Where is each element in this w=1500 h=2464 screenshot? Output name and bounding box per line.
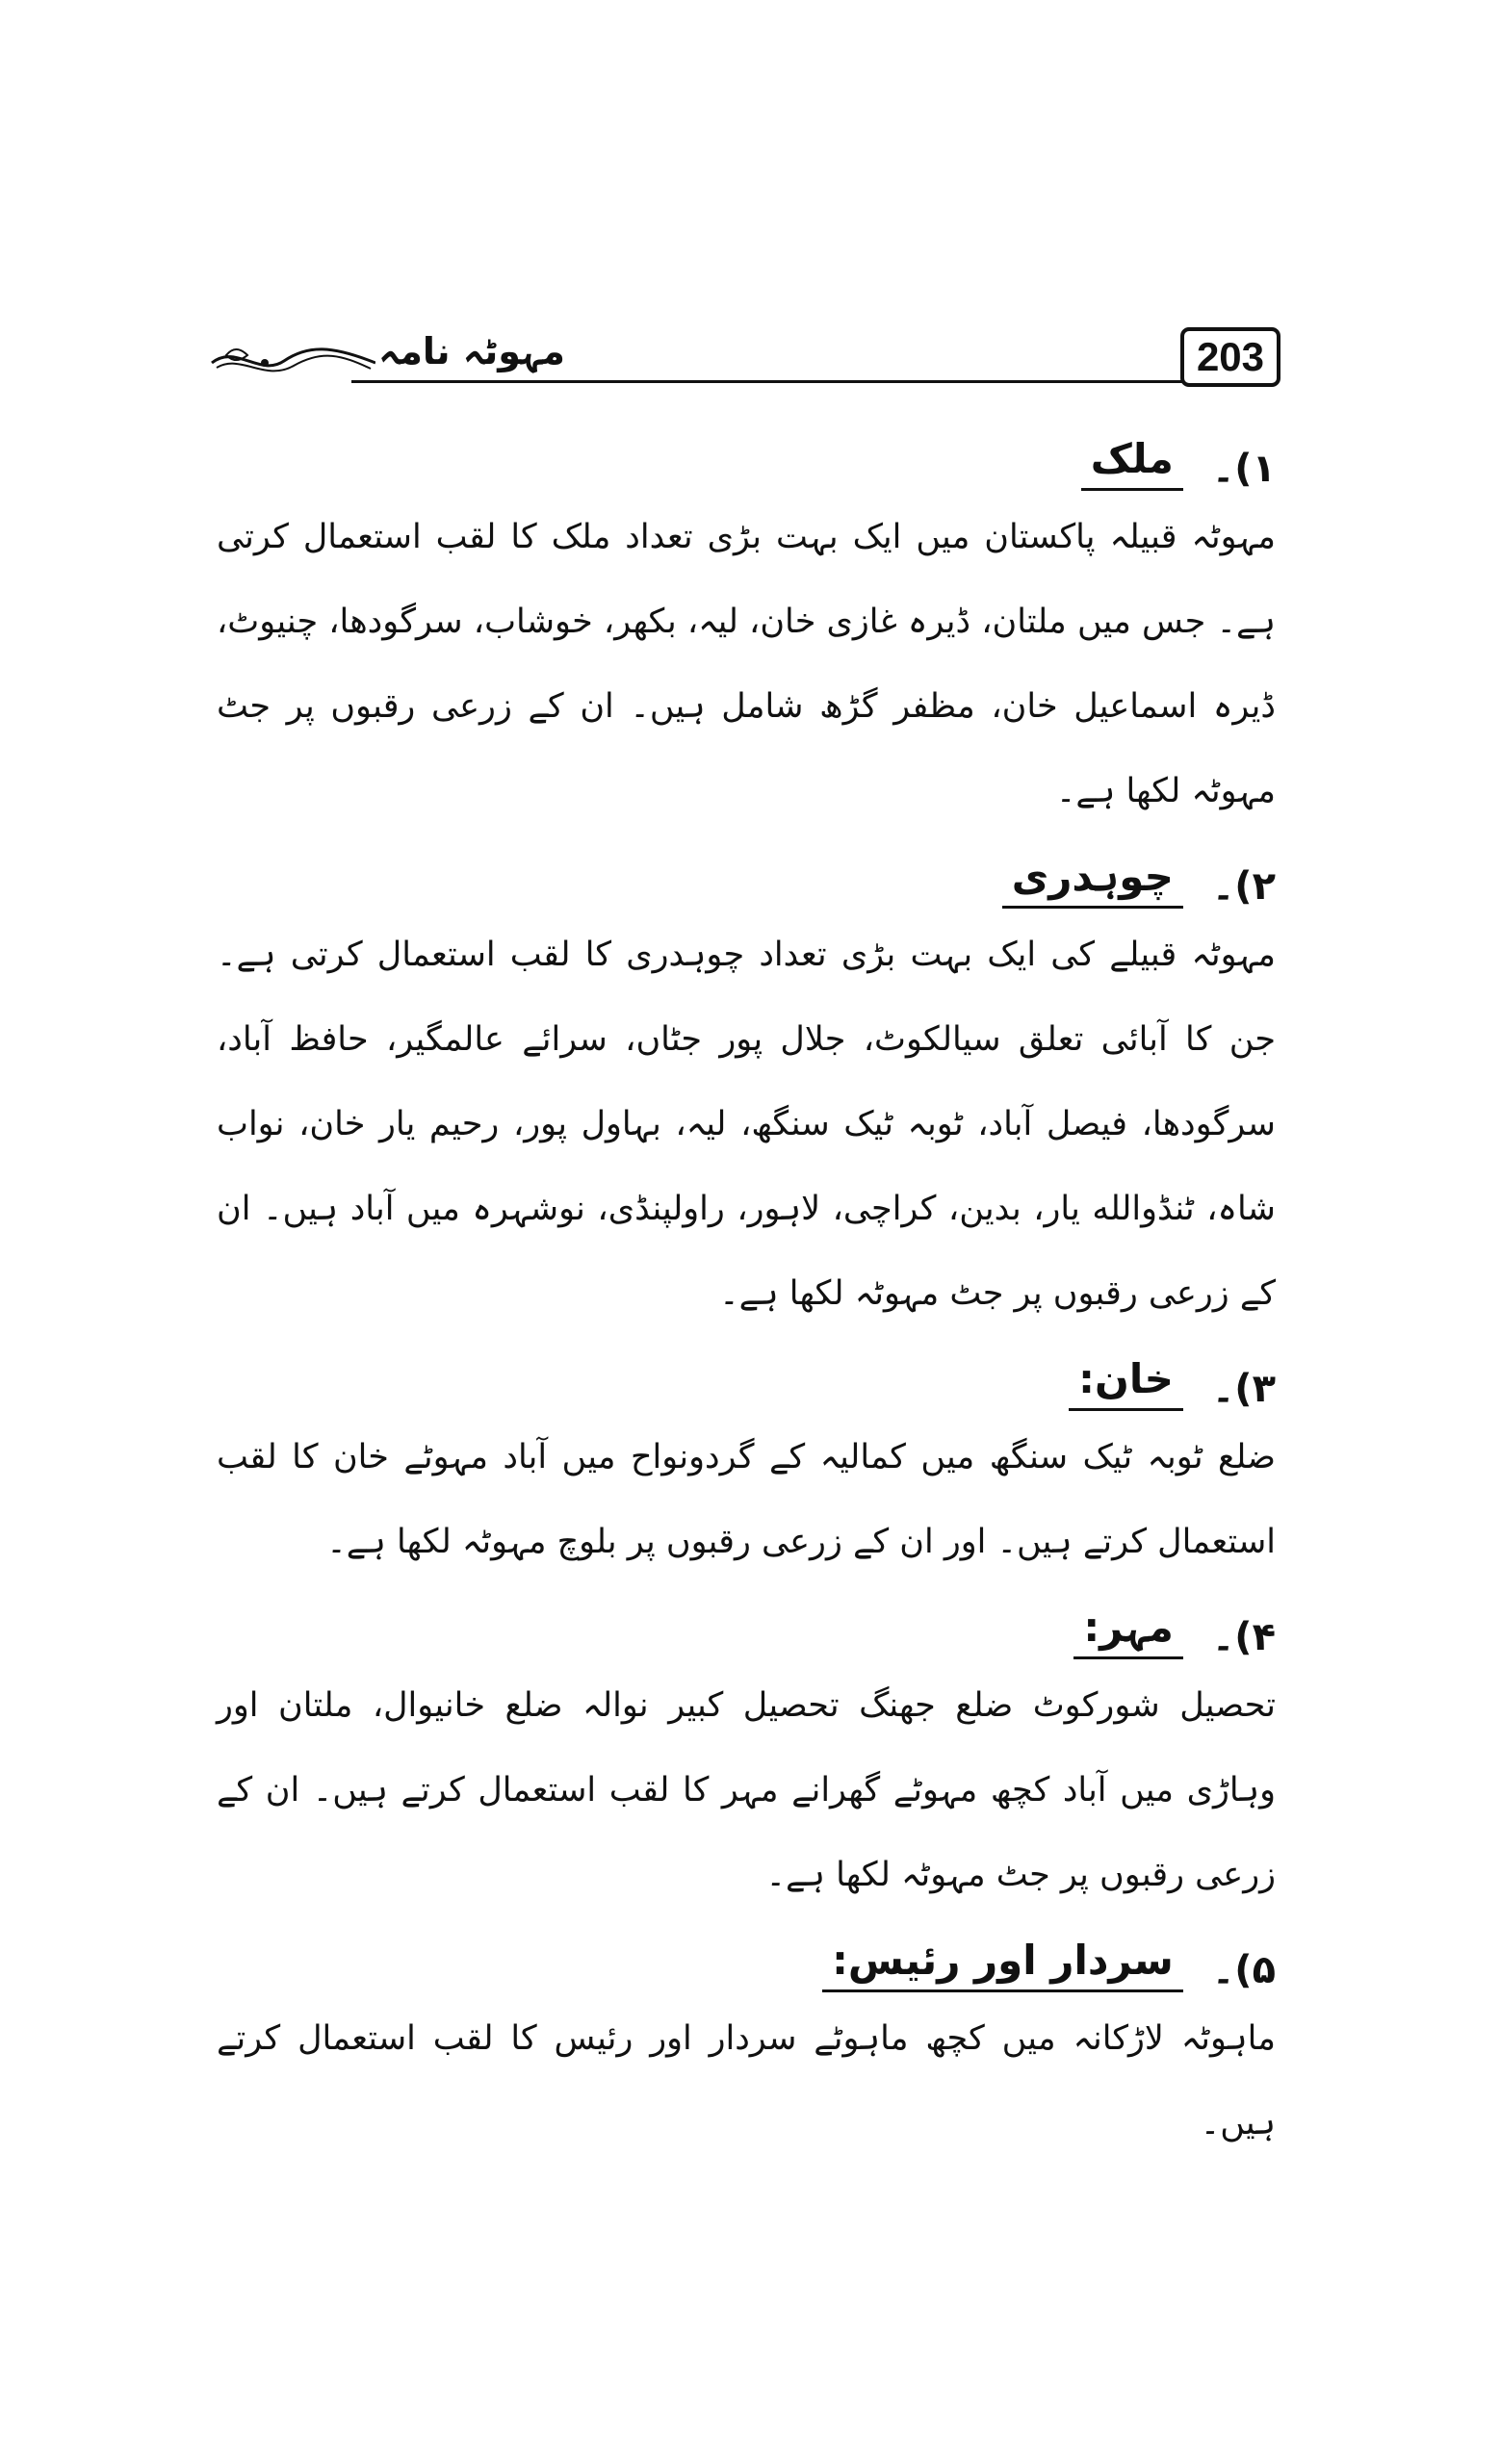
section-title: خان:: [1069, 1355, 1183, 1411]
section-sardar-raees: [217, 1925, 1276, 2166]
section-paragraph: ضلع ٹوبہ ٹیک سنگھ میں کمالیہ کے گردونواح میں آباد مہوٹے خان کا لقب استعمال کرتے ہیں۔ اور ان کے زرعی رقبوں پر بلوچ مہوٹہ لکھا ہے۔: [217, 1438, 1276, 1561]
section-mehar: [217, 1592, 1276, 1917]
section-number: ۳)۔: [1211, 1367, 1276, 1411]
section-malik: [217, 424, 1276, 834]
page-content: [217, 424, 1276, 2173]
section-paragraph: مہوٹہ قبیلہ پاکستان میں ایک بہت بڑی تعداد ملک کا لقب استعمال کرتی ہے۔ جس میں ملتان، ڈیرہ غازی خان، لیہ، بکھر، خوشاب، سرگودھا، چنیوٹ، ڈیرہ اسماعیل خان، مظفر گڑھ شامل ہیں۔ ان کے زرعی رقبوں پر جٹ مہوٹہ لکھا ہے۔: [217, 518, 1276, 810]
book-title: مہوٹہ نامہ: [375, 322, 568, 380]
ornament-flourish-icon: [207, 334, 380, 382]
section-number: ۲)۔: [1211, 864, 1276, 909]
section-heading: [217, 841, 1276, 909]
section-number: ۴)۔: [1211, 1615, 1276, 1659]
page-number: 203: [1180, 327, 1280, 387]
section-title: ملک: [1081, 435, 1183, 491]
header-rule: [351, 380, 1203, 383]
section-paragraph: ماہوٹہ لاڑکانہ میں کچھ ماہوٹے سردار اور رئیس کا لقب استعمال کرتے ہیں۔: [217, 2019, 1276, 2143]
page-header: [207, 322, 1280, 395]
section-paragraph: مہوٹہ قبیلے کی ایک بہت بڑی تعداد چوہدری کا لقب استعمال کرتی ہے۔ جن کا آبائی تعلق سیالکوٹ، جلال پور جٹاں، سرائے عالمگیر، حافظ آباد، سرگودھا، فیصل آباد، ٹوبہ ٹیک سنگھ، لیہ، بہاول پور، رحیم یار خان، نواب شاہ، ٹنڈوالله یار، بدین، کراچی، لاہور، راولپنڈی، نوشہرہ میں آباد ہیں۔ ان کے زرعی رقبوں پر جٹ مہوٹہ لکھا ہے۔: [217, 936, 1276, 1313]
section-chaudhry: [217, 841, 1276, 1336]
section-heading: [217, 424, 1276, 491]
section-title: سردار اور رئیس:: [822, 1937, 1183, 1992]
section-title: مہر:: [1073, 1604, 1183, 1659]
section-number: ۵)۔: [1211, 1948, 1276, 1992]
section-heading: [217, 1925, 1276, 1992]
section-heading: [217, 1592, 1276, 1659]
section-heading: [217, 1344, 1276, 1411]
section-khan: [217, 1344, 1276, 1584]
section-paragraph: تحصیل شورکوٹ ضلع جھنگ تحصیل کبیر نوالہ ضلع خانیوال، ملتان اور وہاڑی میں آباد کچھ مہوٹے گھرانے مہر کا لقب استعمال کرتے ہیں۔ ان کے زرعی رقبوں پر جٹ مہوٹہ لکھا ہے۔: [217, 1686, 1276, 1894]
section-title: چوہدری: [1002, 853, 1183, 909]
section-number: ۱)۔: [1211, 447, 1276, 491]
